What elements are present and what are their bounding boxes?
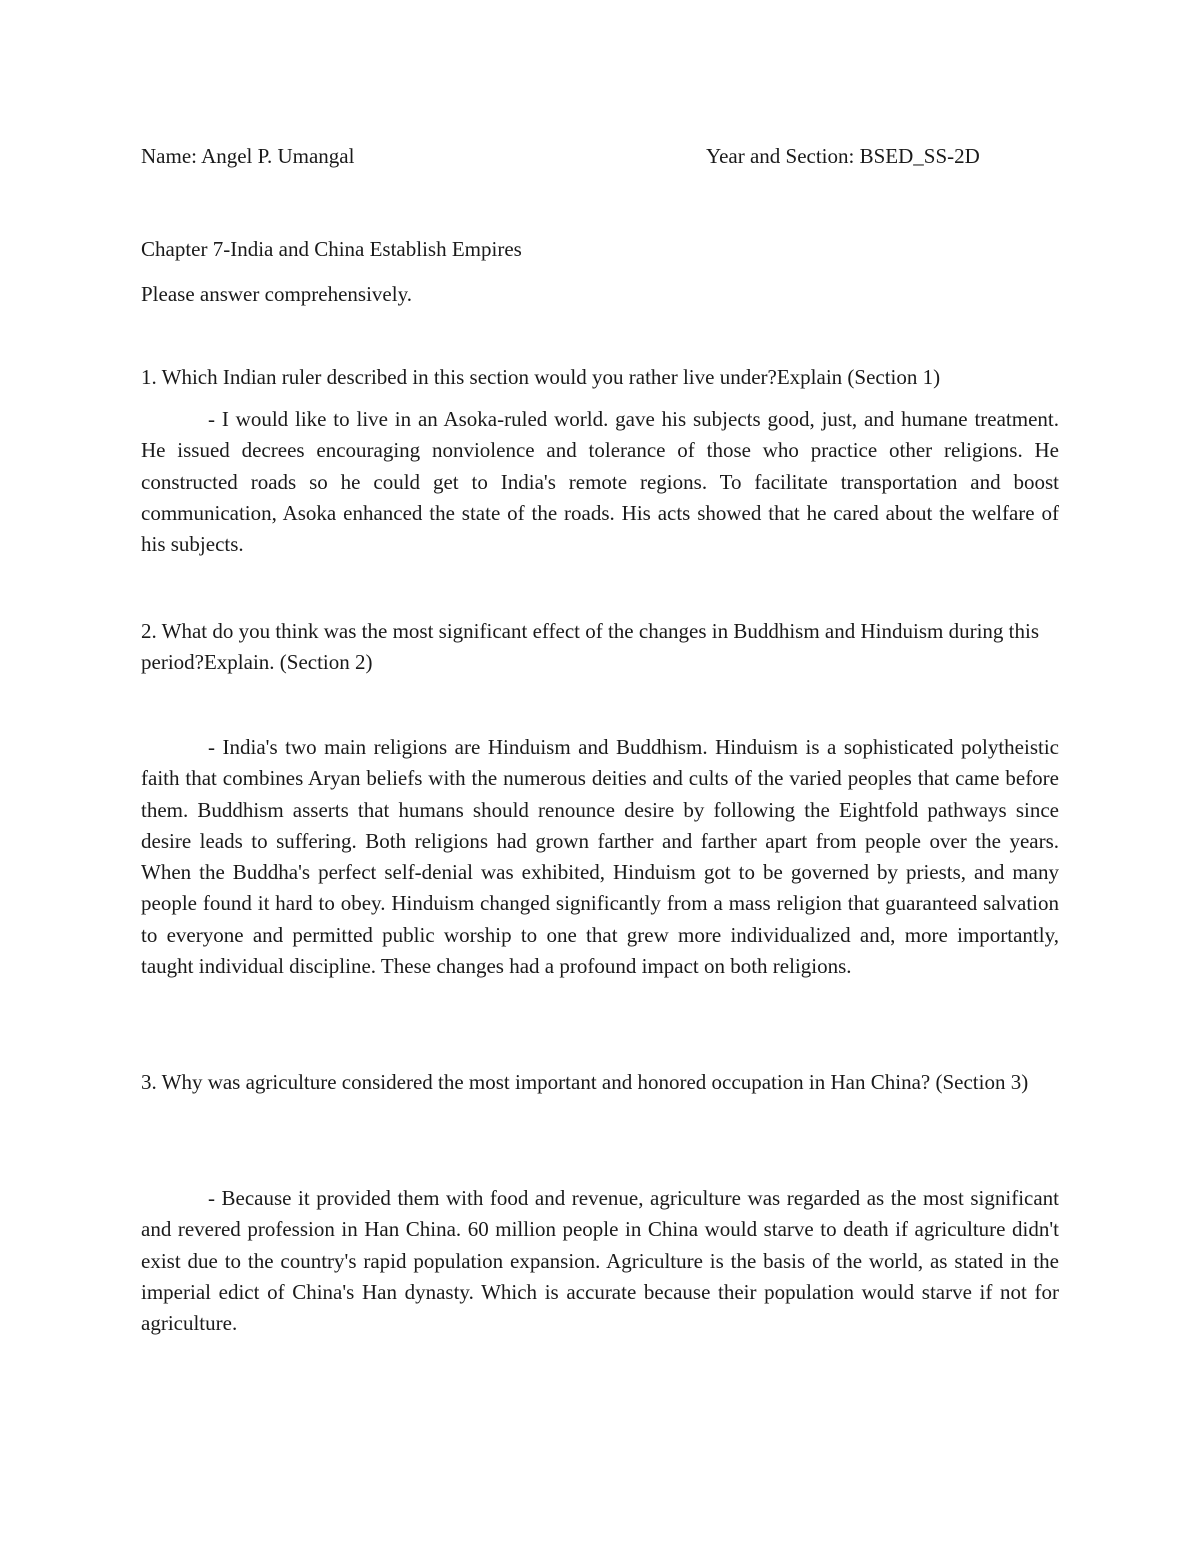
answer-3: - Because it provided them with food and revenue, agriculture was regarded as the most significant and revered profession in Han China. 60 million people in China would starve to death if agriculture didn't exist due to the country's rapid population expansion. Agriculture is the basis of the world, as stated in the imperial edict of China's Han dynasty. Which is accurate because their population would starve if not for agriculture.: [141, 1186, 1059, 1336]
year-and-section: Year and Section: BSED_SS-2D: [706, 144, 980, 168]
question-1: 1. Which Indian ruler described in this section would you rather live under?Explain (Section 1): [141, 365, 941, 389]
answer-2: - India's two main religions are Hinduism and Buddhism. Hinduism is a sophisticated polytheistic faith that combines Aryan beliefs with the numerous deities and cults of the varied peoples that came before them. Buddhism asserts that humans should renounce desire by following the Eightfold pathways since desire leads to suffering. Both religions had grown farther and farther apart from people over the years. When the Buddha's perfect self-denial was exhibited, Hinduism got to be governed by priests, and many people found it hard to obey. Hinduism changed significantly from a mass religion that guaranteed salvation to everyone and permitted public worship to one that grew more individualized and, more importantly, taught individual discipline. These changes had a profound impact on both religions.: [141, 735, 1059, 979]
instruction-text: Please answer comprehensively.: [141, 282, 412, 306]
answer-1: - I would like to live in an Asoka-ruled world. gave his subjects good, just, and humane treatment. He issued decrees encouraging nonviolence and tolerance of those who practice other religions. He constructed roads so he could get to India's remote regions. To facilitate transportation and boost communication, Asoka enhanced the state of the roads. His acts showed that he cared about the welfare of his subjects.: [141, 407, 1059, 557]
chapter-title: Chapter 7-India and China Establish Empires: [141, 237, 522, 261]
student-name: Name: Angel P. Umangal: [141, 144, 355, 168]
question-3: 3. Why was agriculture considered the most important and honored occupation in Han China? (Section 3): [141, 1070, 1029, 1094]
question-2: 2. What do you think was the most significant effect of the changes in Buddhism and Hinduism during this period?Explain. (Section 2): [141, 619, 1040, 674]
